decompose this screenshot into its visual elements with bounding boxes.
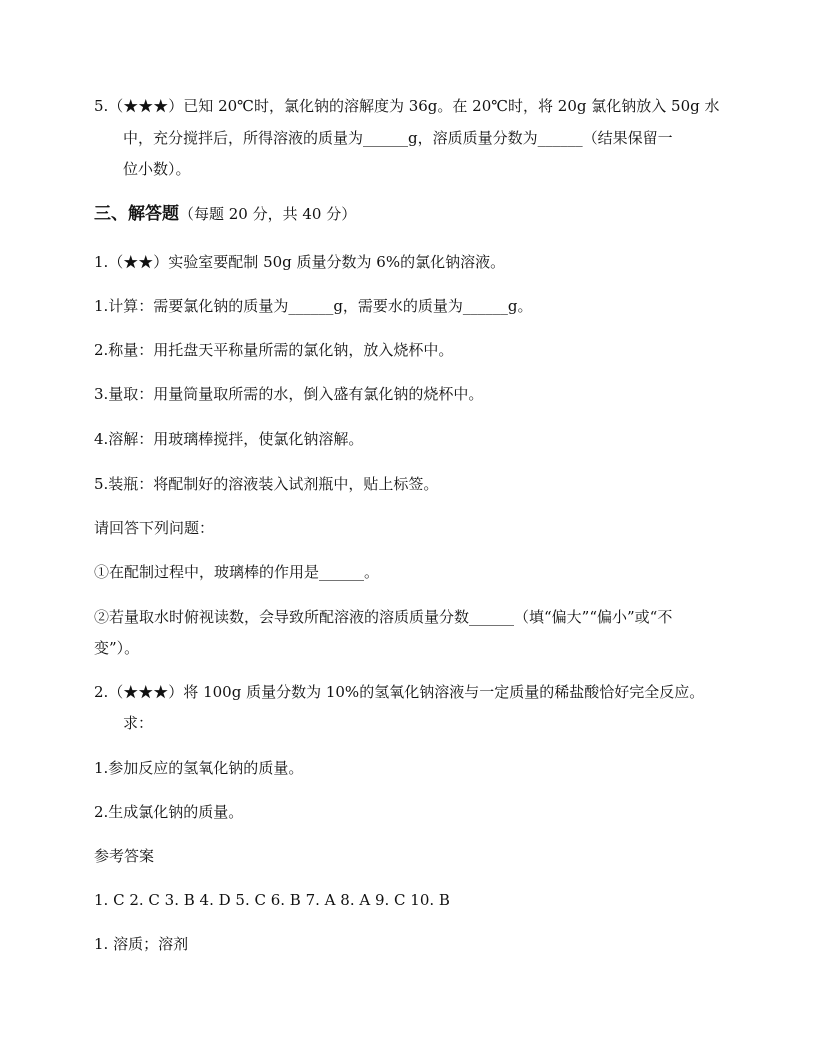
question-5-line-1: 5.（★★★）已知 20℃时，氯化钠的溶解度为 36g。在 20℃时，将 20g 氯化钠放入 50g 水: [94, 97, 720, 115]
question-1-prompt: 请回答下列问题：: [94, 519, 215, 537]
question-2-item-1: 1.参加反应的氢氧化钠的质量。: [94, 759, 304, 777]
question-1-step-measure: 3.量取：用量筒量取所需的水，倒入盛有氯化钠的烧杯中。: [94, 385, 484, 403]
question-1-step-calculate: 1.计算：需要氯化钠的质量为______g，需要水的质量为______g。: [94, 297, 533, 315]
question-1-step-dissolve: 4.溶解：用玻璃棒搅拌，使氯化钠溶解。: [94, 430, 364, 448]
section-3-score-note: （每题 20 分，共 40 分）: [179, 205, 357, 223]
section-3-question-1-stem: 1.（★★）实验室要配制 50g 质量分数为 6%的氯化钠溶液。: [94, 253, 506, 271]
question-1-sub-2-line-2: 变”）。: [94, 639, 140, 657]
answers-fill-in-1: 1. 溶质；溶剂: [94, 935, 189, 953]
question-1-sub-2-line-1: ②若量取水时俯视读数，会导致所配溶液的溶质质量分数______（填“偏大”“偏小”或“不: [94, 608, 673, 626]
question-5-line-2: 中，充分搅拌后，所得溶液的质量为______g，溶质质量分数为______（结果保留一: [123, 129, 673, 147]
section-3-question-2-stem-line-2: 求：: [123, 714, 154, 732]
answers-multiple-choice: 1. C 2. C 3. B 4. D 5. C 6. B 7. A 8. A 9. C 10. B: [94, 891, 450, 909]
question-1-step-weigh: 2.称量：用托盘天平称量所需的氯化钠，放入烧杯中。: [94, 341, 454, 359]
section-3-heading: [94, 204, 356, 224]
answers-title: 参考答案: [94, 847, 155, 865]
section-3-title: 三、解答题: [94, 204, 179, 224]
question-5-line-3: 位小数）。: [123, 160, 191, 178]
section-3-question-2-stem-line-1: 2.（★★★）将 100g 质量分数为 10%的氢氧化钠溶液与一定质量的稀盐酸恰好完全反应。: [94, 683, 705, 701]
question-2-item-2: 2.生成氯化钠的质量。: [94, 803, 244, 821]
question-1-sub-1: ①在配制过程中，玻璃棒的作用是______。: [94, 563, 380, 581]
question-1-step-bottle: 5.装瓶：将配制好的溶液装入试剂瓶中，贴上标签。: [94, 475, 439, 493]
